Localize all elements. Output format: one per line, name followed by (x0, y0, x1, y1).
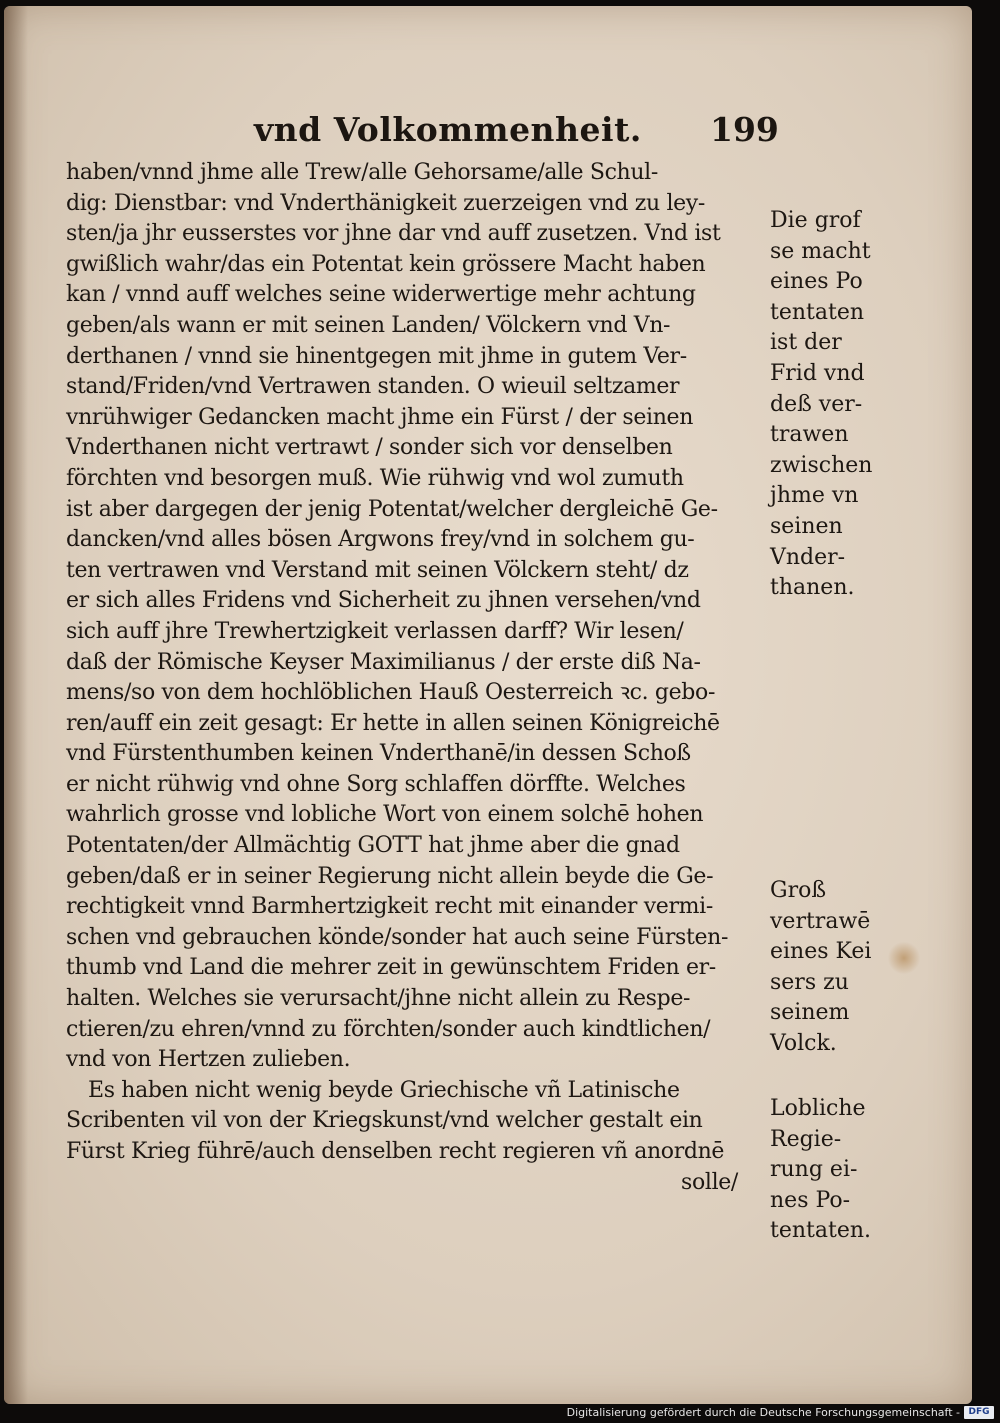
text-line: Vnderthanen nicht vertrawt / sonder sich vor denselben (66, 435, 673, 461)
dfg-logo: DFG (964, 1406, 994, 1419)
margin-note-line: Regie- (770, 1126, 842, 1152)
text-line: halten. Welches sie verursacht/jhne nicht allein zu Respe- (66, 986, 691, 1012)
text-line: stand/Friden/vnd Vertrawen standen. O wieuil seltzamer (66, 374, 680, 400)
text-line: dancken/vnd alles bösen Argwons frey/vnd in solchem gu- (66, 527, 695, 553)
running-head: vnd Volkommenheit. (254, 110, 642, 149)
text-line: Potentaten/der Allmächtig GOTT hat jhme aber die gnad (66, 833, 680, 859)
margin-note-line: seinem (770, 1000, 850, 1026)
footer-bar (0, 1404, 1000, 1423)
text-line: ist aber dargegen der jenig Potentat/welcher dergleichē Ge- (66, 496, 718, 522)
text-line: vnd Fürstenthumben keinen Vnderthanē/in dessen Schoß (66, 741, 691, 767)
text-line: ctieren/zu ehren/vnnd zu förchten/sonder auch kindtlichen/ (66, 1016, 711, 1042)
margin-note-line: eines Po (770, 269, 863, 295)
text-line: kan / vnnd auff welches seine widerwertige mehr achtung (66, 282, 696, 308)
text-line: ren/auff ein zeit gesagt: Er hette in allen seinen Königreichē (66, 710, 720, 736)
margin-note-line: Frid vnd (770, 360, 865, 386)
margin-note-line: zwischen (770, 452, 873, 478)
text-line: Fürst Krieg führē/auch denselben recht regieren vñ anordnē (66, 1139, 725, 1164)
margin-note-line: se macht (770, 238, 871, 264)
text-line: rechtigkeit vnnd Barmhertzigkeit recht mit einander vermi- (66, 894, 713, 920)
text-line: schen vnd gebrauchen könde/sonder hat auch seine Fürsten- (66, 924, 729, 950)
paragraph-first-line: Es haben nicht wenig beyde Griechische vñ Latinische (88, 1077, 680, 1103)
catchword-line: solle/ (681, 1169, 738, 1195)
text-line: derthanen / vnnd sie hinentgegen mit jhme in gutem Ver- (66, 343, 687, 369)
text-line: haben/vnnd jhme alle Trew/alle Gehorsame/alle Schul- (66, 160, 658, 185)
margin-note-line: Groß (770, 878, 827, 903)
page-number: 199 (710, 110, 779, 149)
margin-note-power-of-ruler (770, 206, 890, 604)
text-line: ten vertrawen vnd Verstand mit seinen Völckern steht/ dz (66, 557, 689, 583)
margin-note-line: sers zu (770, 969, 849, 995)
margin-note-line: Volck. (770, 1030, 837, 1056)
text-line: wahrlich grosse vnd lobliche Wort von einem solchē hohen (66, 802, 704, 828)
text-line: daß der Römische Keyser Maximilianus / der erste diß Na- (66, 649, 701, 675)
text-line: vnd von Hertzen zulieben. (66, 1047, 351, 1073)
paper-stain (888, 941, 920, 975)
text-line: sich auff jhre Trewhertzigkeit verlassen darff? Wir lesen/ (66, 618, 684, 644)
text-line: geben/daß er in seiner Regierung nicht allein beyde die Ge- (66, 863, 714, 889)
text-line: förchten vnd besorgen muß. Wie rühwig vnd wol zumuth (66, 465, 684, 491)
margin-note-line: seinen (770, 513, 843, 539)
text-line: Scribenten vil von der Kriegskunst/vnd welcher gestalt ein (66, 1108, 703, 1134)
margin-note-emperor-trust (770, 876, 890, 1060)
margin-note-line: vertrawē (770, 908, 871, 934)
book-page (4, 6, 972, 1404)
margin-note-line: nes Po- (770, 1187, 851, 1213)
text-line: sten/ja jhr eusserstes vor jhne dar vnd auff zusetzen. Vnd ist (66, 221, 721, 247)
text-line: vnrühwiger Gedancken macht jhme ein Fürst / der seinen (66, 404, 694, 430)
margin-note-line: thanen. (770, 575, 855, 601)
margin-note-line: eines Kei (770, 939, 872, 965)
funding-credit: Digitalisierung gefördert durch die Deutsche Forschungsgemeinschaft - (566, 1406, 960, 1419)
margin-note-line: trawen (770, 422, 849, 448)
text-line: er sich alles Fridens vnd Sicherheit zu jhnen versehen/vnd (66, 588, 701, 614)
margin-note-line: tentaten (770, 299, 865, 325)
margin-note-line: ist der (770, 330, 842, 356)
margin-note-line: Vnder- (770, 544, 846, 570)
text-line: er nicht rühwig vnd ohne Sorg schlaffen dörffte. Welches (66, 771, 686, 797)
margin-note-line: jhme vn (770, 483, 859, 509)
text-line: dig: Dienstbar: vnd Vnderthänigkeit zuerzeigen vnd zu ley- (66, 190, 705, 216)
margin-note-line: rung ei- (770, 1157, 858, 1183)
text-line: mens/so von dem hochlöblichen Hauß Oesterreich ꝛc. gebo- (66, 680, 716, 706)
margin-note-line: deß ver- (770, 391, 863, 417)
margin-note-line: Die grof (770, 208, 861, 233)
margin-note-line: tentaten. (770, 1218, 872, 1244)
page-header (4, 110, 972, 160)
margin-note-line: Lobliche (770, 1096, 866, 1121)
text-line: thumb vnd Land die mehrer zeit in gewünschtem Friden er- (66, 955, 716, 981)
margin-note-praiseworthy-rule (770, 1094, 890, 1247)
main-text-column (66, 158, 776, 1198)
text-line: geben/als wann er mit seinen Landen/ Völckern vnd Vn- (66, 312, 671, 338)
text-line: gwißlich wahr/das ein Potentat kein grössere Macht haben (66, 251, 706, 277)
